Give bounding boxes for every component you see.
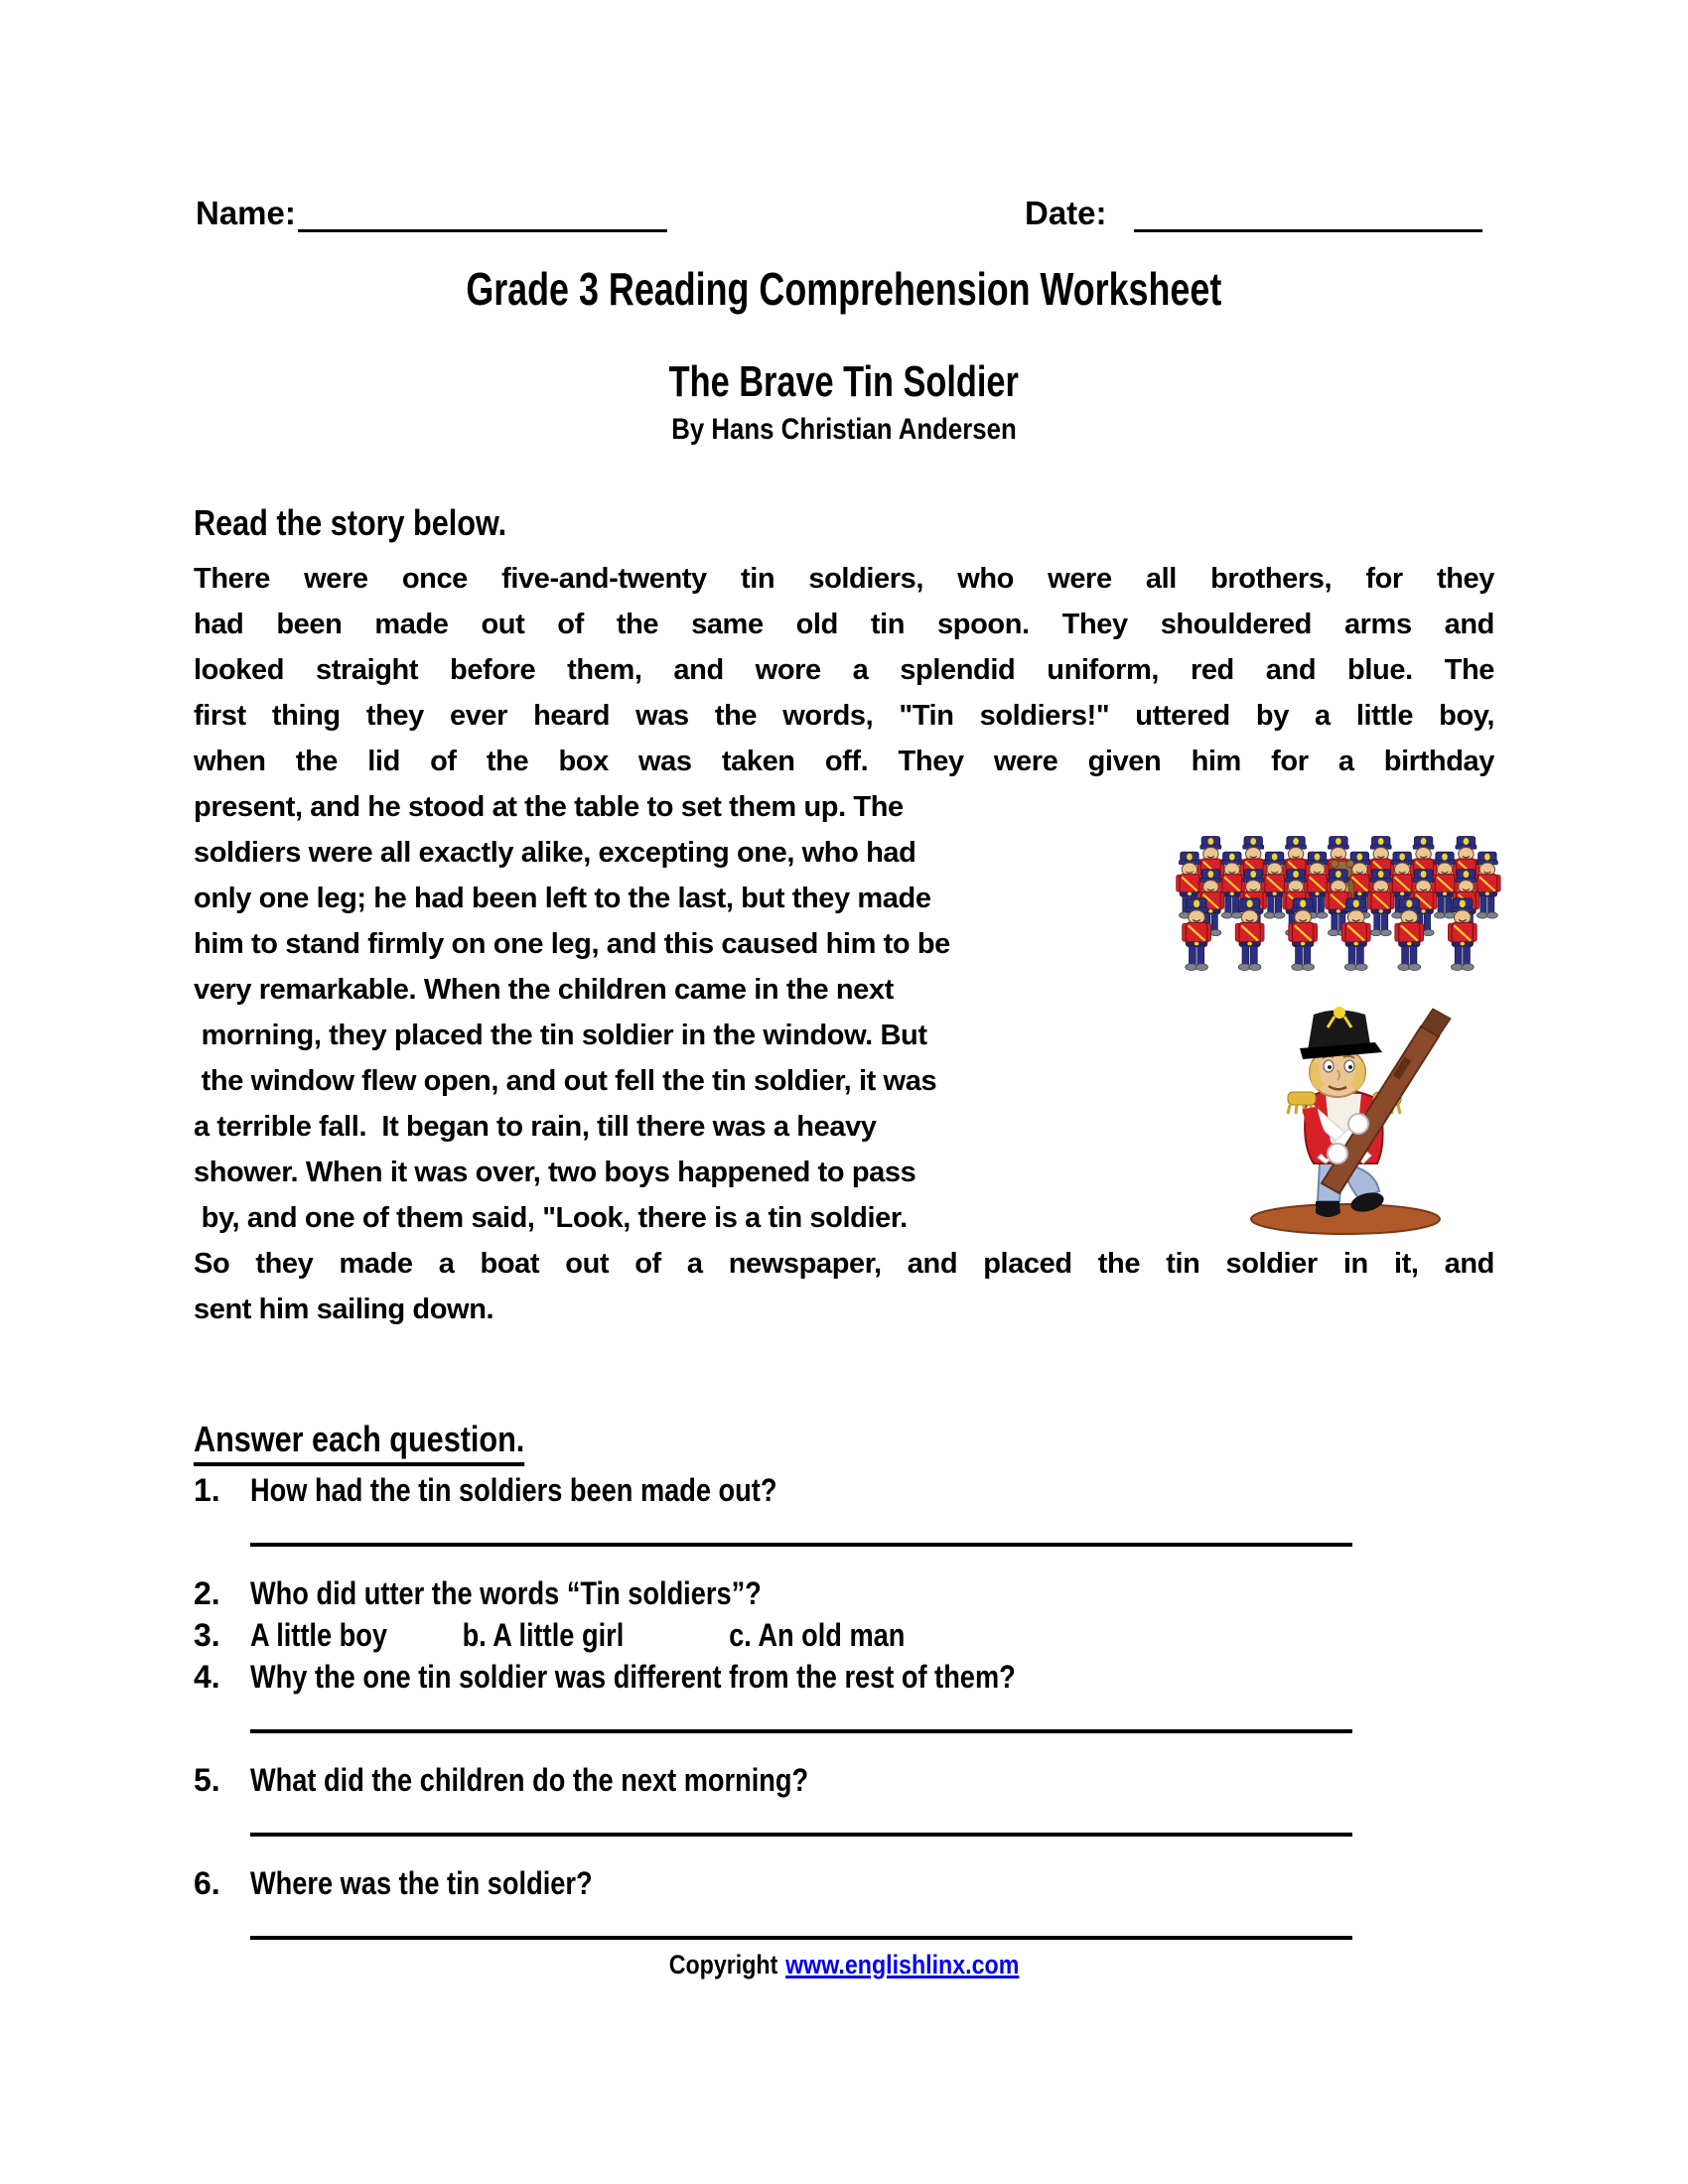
tin-soldiers-group-illustration — [1157, 834, 1524, 981]
story-line: present, and he stood at the table to set them up. The — [194, 791, 904, 823]
worksheet-title: Grade 3 Reading Comprehension Worksheet — [466, 263, 1222, 315]
date-label: Date: — [1025, 195, 1107, 231]
question-row — [194, 1572, 1494, 1614]
story-line: when the lid of the box was taken off. They were given him for a birthday — [194, 746, 1494, 777]
copyright-row — [669, 1950, 1020, 1980]
name-blank-line — [298, 229, 667, 232]
question-number: 3. — [194, 1617, 220, 1653]
question-row — [194, 1759, 1494, 1801]
story-line: There were once five-and-twenty tin soldiers, who were all brothers, for they — [194, 563, 1494, 595]
question-number: 6. — [194, 1865, 220, 1901]
story-line: him to stand firmly on one leg, and this caused him to be — [194, 928, 950, 960]
story-line: had been made out of the same old tin spoon. They shouldered arms and — [194, 609, 1494, 640]
story-line: the window flew open, and out fell the tin soldier, it was — [194, 1065, 937, 1097]
story-line: sent him sailing down. — [194, 1294, 494, 1325]
name-label: Name: — [196, 195, 296, 231]
footer — [0, 1950, 1688, 1980]
story-wrap-section — [194, 784, 1494, 1241]
story-line: So they made a boat out of a newspaper, and placed the tin soldier in it, and — [194, 1248, 1494, 1280]
questions-list — [194, 1469, 1494, 1940]
question-text: Where was the tin soldier? — [250, 1865, 593, 1901]
answer-line — [250, 1833, 1352, 1837]
question-text: Who did utter the words “Tin soldiers”? — [250, 1575, 762, 1611]
question-row — [194, 1469, 1494, 1511]
story-line: soldiers were all exactly alike, excepting one, who had — [194, 837, 916, 869]
story-line: morning, they placed the tin soldier in the window. But — [194, 1020, 927, 1051]
story-line: a terrible fall. It began to rain, till there was a heavy — [194, 1111, 877, 1143]
story-line: first thing they ever heard was the words, "Tin soldiers!" uttered by a little boy, — [194, 700, 1494, 732]
instructions-row — [194, 502, 562, 544]
shako-hat — [1300, 1007, 1382, 1059]
questions-section — [194, 1420, 1494, 1940]
byline-row — [0, 413, 1688, 447]
answer-line — [250, 1729, 1352, 1733]
questions-heading-row — [194, 1420, 1494, 1459]
story-line: only one leg; he had been left to the last, but they made — [194, 883, 931, 914]
question-row — [194, 1656, 1494, 1698]
story-line: by, and one of them said, "Look, there is a tin soldier. — [194, 1202, 908, 1234]
copyright-label: Copyright — [668, 1950, 778, 1979]
question-text: Why the one tin soldier was different from the rest of them? — [250, 1659, 1016, 1695]
question-row — [194, 1862, 1494, 1904]
question-text: How had the tin soldiers been made out? — [250, 1472, 777, 1508]
question-row — [194, 1614, 1494, 1656]
question-number: 1. — [194, 1472, 220, 1508]
question-number: 5. — [194, 1762, 220, 1798]
copyright-link[interactable]: www.englishlinx.com — [785, 1950, 1020, 1979]
date-blank-line — [1134, 229, 1482, 232]
story-title-row — [0, 357, 1688, 407]
question-number: 2. — [194, 1575, 220, 1611]
answer-line — [250, 1543, 1352, 1547]
instructions-label: Read the story below. — [194, 502, 507, 543]
soldier-base — [1251, 1204, 1440, 1234]
page-title-row — [0, 262, 1688, 316]
story-wide-top — [194, 556, 1494, 784]
story-images-column — [1127, 784, 1494, 1241]
story-title: The Brave Tin Soldier — [668, 357, 1020, 406]
question-number: 4. — [194, 1659, 220, 1695]
tin-soldier-illustration — [1226, 1003, 1470, 1241]
question-text: A little boy b. A little girl c. An old man — [250, 1617, 906, 1653]
question-text: What did the children do the next morning? — [250, 1762, 809, 1798]
story-narrow-column — [194, 784, 1127, 1241]
story-wide-bottom — [194, 1241, 1494, 1332]
questions-heading: Answer each question. — [194, 1420, 524, 1466]
story-line: very remarkable. When the children came in the next — [194, 974, 894, 1006]
story-line: looked straight before them, and wore a splendid uniform, red and blue. The — [194, 654, 1494, 686]
story-line: shower. When it was over, two boys happened to pass — [194, 1157, 916, 1188]
story-text — [194, 556, 1494, 1332]
story-byline: By Hans Christian Andersen — [671, 413, 1017, 446]
answer-line — [250, 1936, 1352, 1940]
